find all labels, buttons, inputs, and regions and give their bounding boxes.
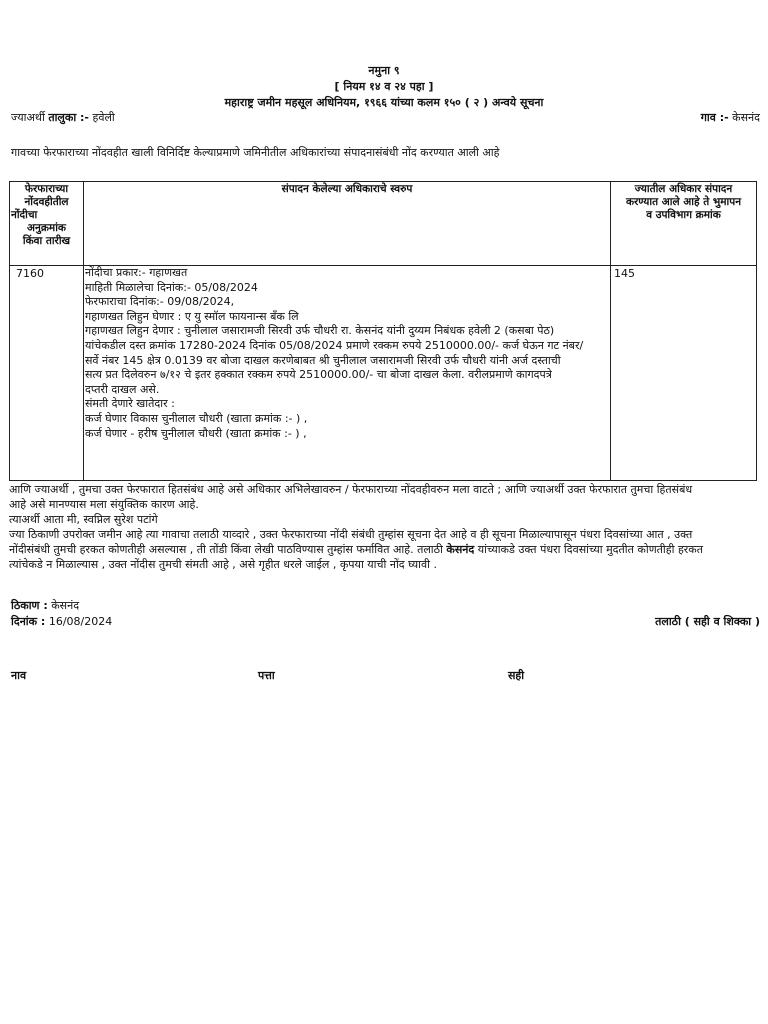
taluka-prefix: ज्याअर्थी [11, 111, 45, 124]
detail-line: दप्तरी दाखल असे. [85, 382, 160, 396]
notice-line: ज्या ठिकाणी उपरोक्त जमीन आहे त्या गावाचा तलाठी याव्दारे , उक्त फेरफाराच्या नोंदी संबंधी तुम्हांस सूचना देत आहे व ही सूचना मिळाल्यापासून पंधरा दिवसांच्या आत , उक्त [9, 528, 693, 541]
survey-number: 145 [614, 267, 635, 280]
place-value: केसनंद [51, 599, 80, 612]
village-line [701, 111, 760, 125]
notice-line: त्यांचेकडे न मिळाल्यास , उक्त नोंदीस तुमची संमती आहे , असे गृहीत धरले जाईल , कृपया याची नोंद घ्यावी . [9, 558, 437, 571]
taluka-label: तालुका :- [48, 111, 89, 124]
table-top-border [9, 181, 757, 182]
taluka-line [11, 111, 115, 125]
notice-line: आणि ज्याअर्थी , तुमचा उक्त फेरफारात हितसंबंध आहे असे अधिकार अभिलेखावरुन / फेरफाराच्या नोंदवहीवरुन मला वाटते ; आणि ज्याअर्थी उक्त फेरफारात तुमचा हितसंबंध [9, 483, 693, 496]
detail-line: गहाणखत लिहुन घेणार : ए यु स्मॉल फायनान्स बँक लि [85, 309, 299, 323]
form-number: नमुना ९ [368, 64, 400, 77]
col-header-rights: संपादन केलेल्या अधिकाराचे स्वरुप [281, 183, 413, 195]
entry-details [85, 266, 583, 441]
detail-line: माहिती मिळालेचा दिनांक:- 05/08/2024 [85, 280, 258, 294]
detail-line: फेरफाराचा दिनांक:- 09/08/2024, [85, 295, 235, 309]
table-bottom-border [9, 480, 757, 481]
entry-number: 7160 [16, 267, 44, 280]
village-label: गाव :- [700, 111, 729, 124]
act-title: महाराष्ट्र जमीन महसूल अधिनियम, १९६६ यांच्या कलम १५० ( २ ) अन्वये सूचना [224, 96, 544, 109]
col-header-entry-no: फेरफाराच्या नोंदवहीतील नोंदीचा अनुक्रमांक किंवा तारीख [11, 183, 71, 247]
sign-column-label: सही [508, 669, 525, 682]
table-col-divider-2 [610, 181, 611, 481]
place-line [11, 599, 79, 613]
detail-line: नोंदीचा प्रकार:- गहाणखत [85, 266, 188, 279]
notice-line: आहे असे मानण्यास मला संयुक्तिक कारण आहे. [9, 498, 199, 511]
village-value: केसनंद [732, 111, 760, 124]
taluka-value: हवेली [92, 111, 115, 124]
detail-line: संमती देणारे खातेदार : [85, 397, 175, 411]
detail-line: यांचेकडील दस्त क्रमांक 17280-2024 दिनांक 05/08/2024 प्रमाणे रक्कम रुपये 2510000.00/- कर्ज घेऊन गट नंबर/ [85, 338, 584, 352]
date-label: दिनांक : [11, 615, 46, 628]
address-column-label: पत्ता [258, 669, 275, 682]
detail-line: कर्ज घेणार - हरीष चुनीलाल चौधरी (खाता क्रमांक :- ) , [85, 426, 307, 440]
detail-line: सत्य प्रत दिलेवरुन ७/१२ चे इतर हक्कात रक्कम रुपये 2510000.00/- चा बोजा दाखल केला. वरीलप्रमाणे कागदपत्रे [85, 368, 552, 382]
detail-line: गहाणखत लिहुन देणार : चुनीलाल जसारामजी सिरवी उर्फ चौधरी रा. केसनंद यांनी दुय्यम निबंधक हवेली 2 (कसबा पेठ) [85, 324, 555, 338]
col-header-survey-no: ज्यातील अधिकार संपादन करण्यात आले आहे ते भुमापन व उपविभाग क्रमांक [625, 183, 742, 221]
date-value: 16/08/2024 [48, 615, 113, 628]
village-name-bold: केसनंद [446, 543, 475, 556]
detail-line: सर्वे नंबर 145 क्षेत्र 0.0139 वर बोजा दाखल करणेबाबत श्री चुनीलाल जसारामजी सिरवी उर्फ चौधरी यांनी अर्ज दस्ताची [85, 353, 561, 367]
table-right-border [756, 181, 757, 481]
name-column-label: नाव [11, 669, 27, 682]
notice-line: नोंदीसंबंधी तुमची हरकत कोणतीही असल्यास , ती तोंडी किंवा लेखी पाठविण्यास तुम्हांस फर्मावित आहे. तलाठी केसनंद यांच्याकडे उक्त पंधरा दिवसांच्या मुदतीत कोणतीही हरकत [9, 543, 704, 556]
talathi-signature-label: तलाठी ( सही व शिक्का ) [655, 615, 760, 628]
place-label: ठिकाण : [11, 599, 48, 612]
date-line [11, 615, 112, 629]
intro-text: गावच्या फेरफाराच्या नोंदवहीत खाली विनिर्दिष्ट केल्याप्रमाणे जमिनीतील अधिकारांच्या संपादनासंबंधी नोंद करण्यात आली आहे [11, 146, 500, 159]
rule-reference: [ नियम १४ व २४ पहा ] [334, 80, 434, 93]
notice-line: त्याअर्थी आता मी, स्वप्निल सुरेश पटांगे [9, 513, 158, 526]
table-col-divider-1 [83, 181, 84, 481]
detail-line: कर्ज घेणार विकास चुनीलाल चौधरी (खाता क्रमांक :- ) , [85, 411, 308, 425]
notice-paragraph [9, 482, 703, 572]
